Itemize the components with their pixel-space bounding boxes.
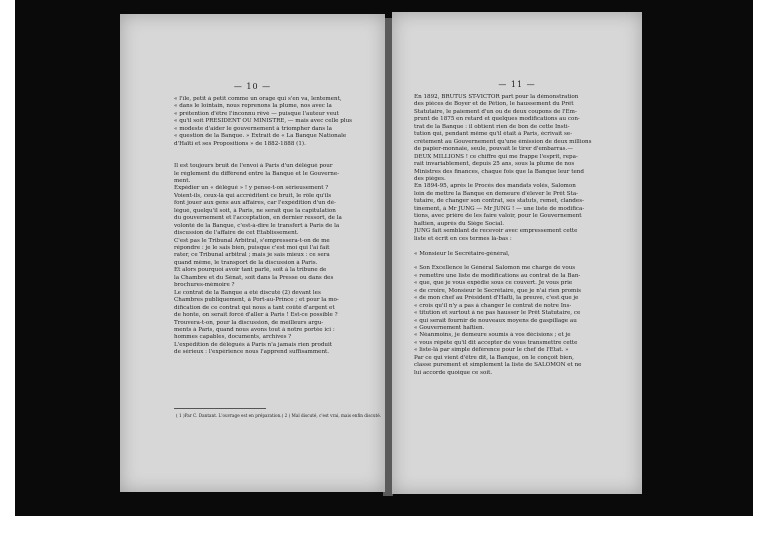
- footnote-line: ( 2 ) Mal discuté, c'est vrai, mais enfin discuté.: [281, 413, 382, 418]
- text-line: Voient-ils, ceux-là qui accréditent ce bruit, le rôle qu'ils: [174, 192, 332, 199]
- text-line: « vous répète qu'il dit accepter de vous transmettre cette: [414, 339, 578, 346]
- text-line: de papier-monnaie, seule, pouvait le tirer d'embarras.—: [414, 146, 573, 153]
- text-line: Le contrat de la Banque a été discuté (2) devant les: [174, 289, 321, 296]
- text-line: hommes capables, documents, archives ?: [174, 334, 292, 341]
- text-line: prunt de 1875 en retard et quelques modifications au con-: [414, 116, 580, 123]
- text-line: des pièces de Boyer et de Pétion, le haussement du Prêt: [414, 101, 574, 108]
- text-line: « que, que je vous expédie sous ce couvert. Je vous prie: [414, 280, 573, 287]
- text-line: « titution et surtout à ne pas hausser le Prêt Statutaire, ce: [414, 310, 581, 317]
- text-line: [174, 156, 366, 163]
- text-line: [414, 258, 620, 265]
- text-line: font jouer aux gens aux affaires, car l'expédition d'un dé-: [174, 200, 336, 207]
- text-line: des pièges.: [414, 175, 446, 182]
- page-number: — 11 —: [498, 80, 536, 89]
- text-line: [174, 148, 366, 155]
- right-page: [392, 12, 642, 494]
- text-line: [414, 243, 620, 250]
- text-line: Statutaire, le paiement d'un ou de deux coupons de l'Em-: [414, 108, 577, 115]
- text-line: crètement au Gouvernement qu'une émission de deux millions: [414, 138, 592, 145]
- text-line: En 1894-95, après le Procès des mandats volés, Salomon: [414, 183, 576, 190]
- page-number: — 10 —: [233, 82, 272, 91]
- text-line: tutaire, de changer son contrat, ses statuts, remet, clandes-: [414, 198, 584, 205]
- text-line: quand même, le transport de la discussion à Paris.: [174, 259, 318, 266]
- text-line: liste et écrit en ces termes là-bas :: [414, 235, 512, 242]
- text-line: « qu'il soit PRÉSIDENT OU MINISTRE, — mais avec celle plus: [174, 118, 353, 125]
- text-line: « l'île, petit à petit comme un orage qui s'en va, lentement,: [174, 96, 342, 102]
- text-line: Et alors pourquoi avoir tant parlé, soit à la tribune de: [174, 267, 327, 274]
- left-page-text: [174, 96, 366, 357]
- text-line: loin de mettre la Banque en demeure d'élever le Prêt Sta-: [414, 190, 579, 197]
- text-line: répondre : je le sais bien, puisque c'est moi qui l'ai fait: [174, 245, 330, 252]
- text-line: « Monsieur le Secrétaire-général,: [414, 250, 510, 257]
- text-line: « Son Excellence le Général Salomon me charge de vous: [414, 265, 576, 272]
- text-line: volonté de la Banque, c'est-à-dire le transfert à Paris de la: [174, 222, 340, 229]
- text-line: lui accorde quoique ce soit.: [414, 369, 493, 376]
- text-line: « question de la Banque. » Extrait de « La Banque Nationale: [174, 133, 347, 140]
- text-line: rait invariablement, depuis 25 ans, sous la plume de nos: [414, 161, 575, 168]
- text-line: En 1892, BRUTUS ST-VICTOR part pour la démonstration: [414, 94, 579, 100]
- text-line: discussion de l'affaire de cet Établissement.: [174, 230, 299, 237]
- text-line: Trouvera-t-on, pour la discussion, de meilleurs argu-: [174, 319, 324, 326]
- text-line: Chambres publiquement, à Port-au-Prince ; et pour la mo-: [174, 297, 339, 304]
- footnote-line: ( 1 )Par C. Dantant. L'ouvrage est en préparation.: [176, 413, 282, 418]
- footnotes: [176, 412, 381, 419]
- text-line: C'est pas le Tribunal Arbitral, s'empressera-t-on de me: [174, 237, 330, 244]
- text-line: « liste-là par simple déférence pour le chef de l'État. »: [414, 347, 569, 354]
- text-line: « dans le lointain, nous reprenons la plume, nos avec la: [174, 103, 332, 110]
- text-line: du gouvernement et l'acceptation, en dernier ressort, de la: [174, 215, 342, 222]
- text-line: de sérieux : l'expérience nous l'apprend suffisamment.: [174, 349, 330, 356]
- text-line: DEUX MILLIONS ! ce chiffre qui me frappe l'esprit, repa-: [414, 153, 578, 160]
- left-page: [120, 14, 385, 492]
- text-line: la Chambre et du Sénat, soit dans la Presse ou dans des: [174, 274, 334, 281]
- text-line: de honte, on serait forcé d'aller à Paris ! Est-ce possible ?: [174, 312, 338, 319]
- text-line: d'Haïti et ses Propositions » de 1882-1888 (1).: [174, 140, 306, 147]
- footnote-rule: [174, 408, 266, 409]
- text-line: Par ce qui vient d'être dit, la Banque, on le conçoit bien,: [414, 354, 574, 361]
- text-line: rater, ce Tribunal arbitral ; mais je sais mieux : ce sera: [174, 252, 330, 259]
- text-line: JUNG fait semblant de recevoir avec empressement cette: [414, 228, 578, 235]
- text-line: « modeste d'aider le gouvernement à triompher dans la: [174, 125, 333, 132]
- text-line: brochures-mémoire ?: [174, 282, 235, 289]
- text-line: haïtien, auprès du Siège Social.: [414, 220, 504, 227]
- text-line: tinement, à Mr JUNG — Mr JUNG ! — une liste de modifica-: [414, 205, 585, 212]
- text-line: tions, avec prière de les faire valoir, pour le Gouvernement: [414, 213, 582, 220]
- text-line: Il est toujours bruit de l'envoi à Paris d'un délégué pour: [174, 163, 333, 170]
- text-line: trat de la Banque : il obtient rien de bon de cette Insti-: [414, 123, 570, 130]
- text-line: le règlement du différend entre la Banque et le Gouverne-: [174, 170, 340, 177]
- text-line: « Néanmoins, je demeure soumis à vos décisions ; et je: [414, 332, 571, 339]
- text-line: « de mon chef au Président d'Haïti, la preuve, c'est que je: [414, 295, 579, 302]
- text-line: légué, quelqu'il soit, à Paris, ne serait que la capitulation: [174, 207, 336, 214]
- text-line: Expédier un « délégué » ! y pense-t-on sérieusement ?: [174, 185, 329, 192]
- text-line: dification de ce contrat qui nous a tant coûté d'argent et: [174, 304, 335, 311]
- text-line: ment.: [174, 177, 191, 184]
- text-line: « qui serait fournir de nouveaux moyens de gaspillage au: [414, 317, 577, 324]
- text-line: « crois qu'il n'y a pas à changer le contrat de notre Ins-: [414, 302, 572, 309]
- text-line: « Gouvernement haïtien.: [414, 325, 485, 332]
- text-line: « remettre une liste de modifications au contrat de la Ban-: [414, 272, 581, 279]
- text-line: « de croire, Monsieur le Secrétaire, que je n'ai rien promis: [414, 287, 582, 294]
- text-line: L'expédition de délégués à Paris n'a jamais rien produit: [174, 341, 333, 348]
- text-line: ments à Paris, quand nous avons tout à notre portée ici :: [174, 327, 335, 334]
- text-line: « prétention d'être l'inconnu rêvé — puisque l'auteur veut: [174, 110, 339, 117]
- text-line: classe purement et simplement la liste de SALOMON et ne: [414, 362, 582, 369]
- text-line: tution qui, pendant même qu'il était à Paris, écrivait se-: [414, 131, 573, 138]
- right-page-text: [414, 94, 620, 377]
- text-line: Ministres des finances, chaque fois que la Banque leur tend: [414, 168, 584, 175]
